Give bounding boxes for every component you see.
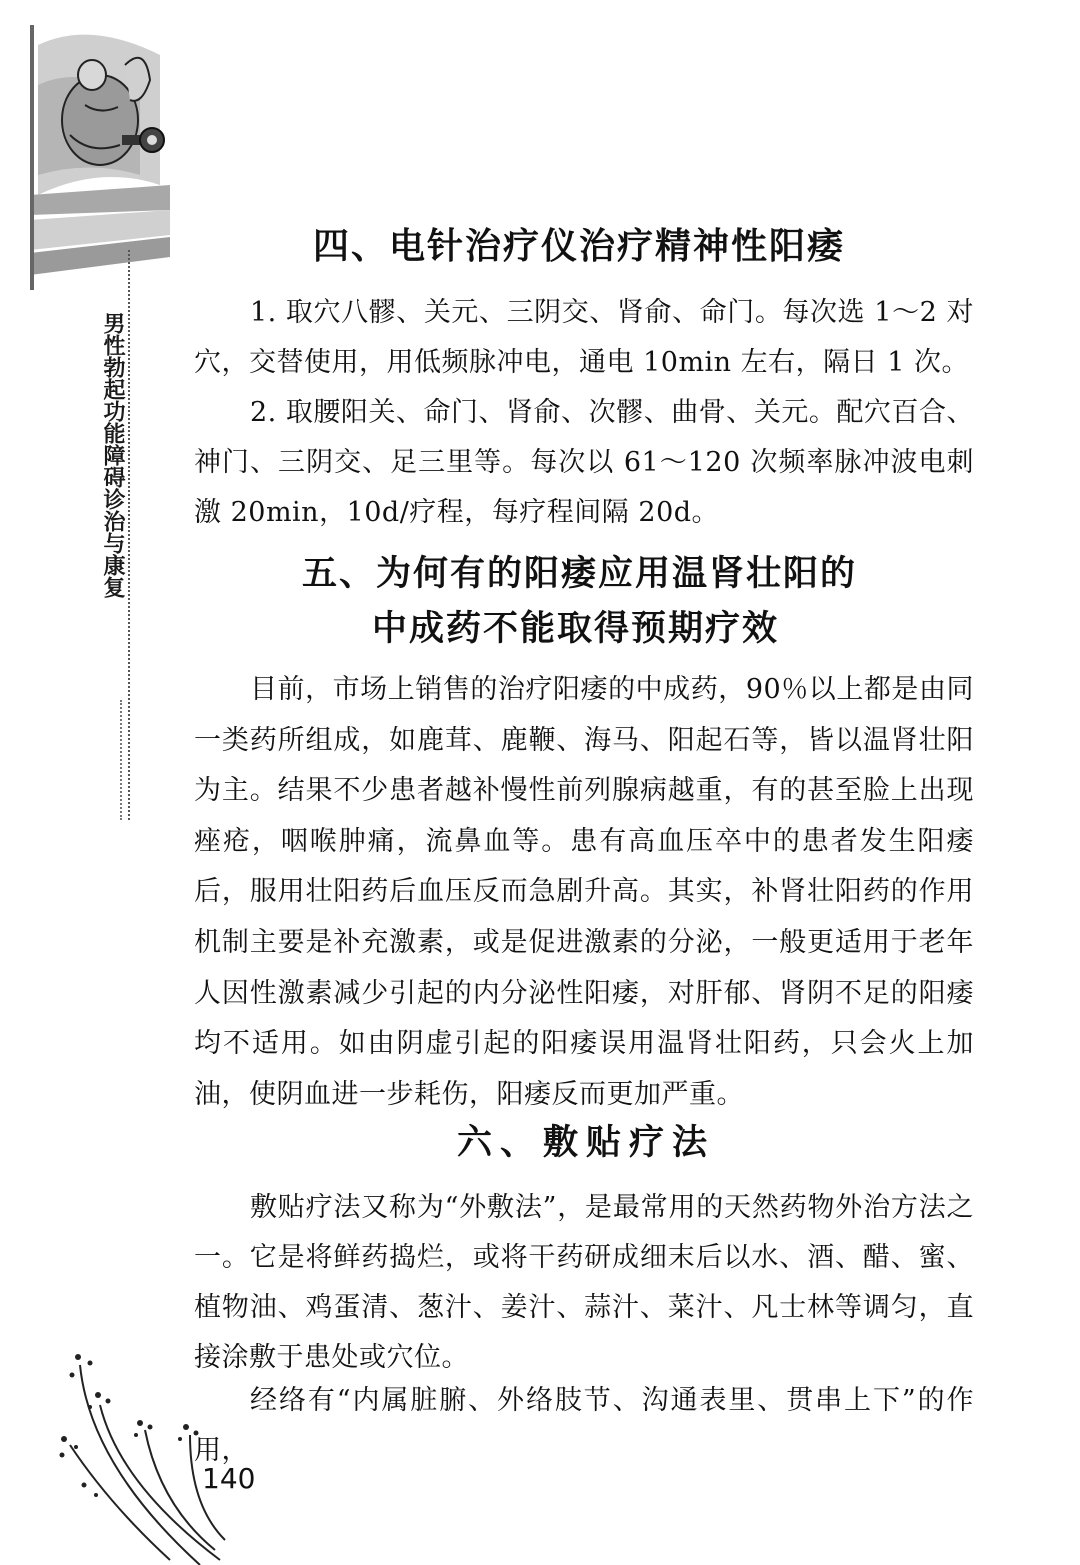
page-number: 140 <box>202 1462 256 1495</box>
bodybuilder-illustration <box>30 25 170 290</box>
section-4-paragraph-2: 2. 取腰阳关、命门、肾俞、次髎、曲骨、关元。配穴百合、神门、三阴交、足三里等。每次以 61～120 次频率脉冲波电刺激 20min，10d/疗程，每疗程间隔 20d。 <box>194 397 974 528</box>
section-heading-4: 四、电针治疗仪治疗精神性阳痿 <box>313 226 846 267</box>
section-6-paragraph-1: 敷贴疗法又称为“外敷法”，是最常用的天然药物外治方法之一。它是将鲜药捣烂，或将干药研成细末后以水、酒、醋、蜜、植物油、鸡蛋清、葱汁、姜汁、蒜汁、菜汁、凡士林等调匀，直接涂敷于患处或穴位。 <box>194 1192 974 1373</box>
section-heading-5-line-2: 中成药不能取得预期疗效 <box>372 609 780 649</box>
section-4-paragraph-1: 1. 取穴八髎、关元、三阴交、肾俞、命门。每次选 1～2 对穴，交替使用，用低频脉冲电，通电 10min 左右，隔日 1 次。 <box>194 297 974 378</box>
running-title: 男性勃起功能障碍诊治与康复 <box>100 312 125 598</box>
section-heading-5-line-1: 五、为何有的阳痿应用温肾壮阳的 <box>302 554 858 594</box>
margin-dotted-rule <box>128 250 130 820</box>
section-5-paragraph: 目前，市场上销售的治疗阳痿的中成药，90％以上都是由同一类药所组成，如鹿茸、鹿鞭、海马、阳起石等，皆以温肾壮阳为主。结果不少患者越补慢性前列腺病越重，有的甚至脸上出现痤疮，咽喉肿痛，流鼻血等。患有高血压卒中的患者发生阳痿后，服用壮阳药后血压反而急剧升高。其实，补肾壮阳药的作用机制主要是补充激素，或是促进激素的分泌，一般更适用于老年人因性激素减少引起的内分泌性阳痿，对肝郁、肾阴不足的阳痿均不适用。如由阴虚引起的阳痿误用温肾壮阳药，只会火上加油，使阴血进一步耗伤，阳痿反而更加严重。 <box>194 674 974 1110</box>
section-heading-6: 六、敷贴疗法 <box>457 1123 716 1163</box>
section-6-paragraph-2: 经络有“内属脏腑、外络肢节、沟通表里、贯串上下”的作用， <box>194 1385 974 1466</box>
grass-sprigs-decoration <box>50 1335 230 1565</box>
margin-dotted-rule-short <box>120 700 122 820</box>
